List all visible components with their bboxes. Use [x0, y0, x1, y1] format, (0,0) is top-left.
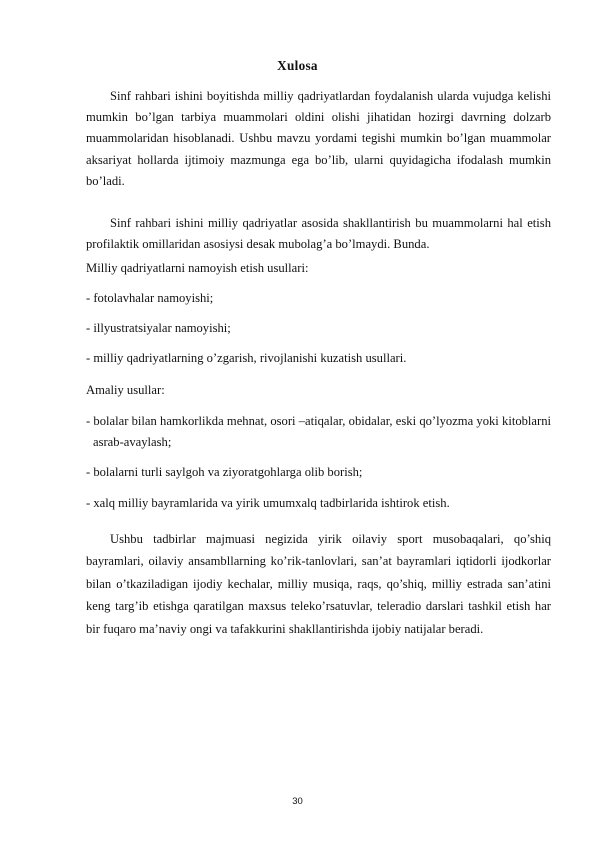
list-item: - bolalarni turli saylgoh va ziyoratgohlarga olib borish; — [86, 465, 363, 480]
list-item: - xalq milliy bayramlarida va yirik umumxalq tadbirlarida ishtirok etish. — [86, 495, 450, 510]
paragraph-2 — [86, 213, 551, 255]
list-item: - illyustratsiyalar namoyishi; — [86, 321, 231, 336]
paragraph-2-text: Sinf rahbari ishini milliy qadriyatlar asosida shakllantirish bu muammolarni hal etish profilaktik omillaridan asosiysi desak mubolag’a bo’lmaydi. Bunda. — [86, 216, 551, 252]
practical-list — [86, 411, 551, 514]
practical-heading — [86, 380, 551, 401]
list-item: - fotolavhalar namoyishi; — [86, 291, 214, 305]
page-number: 30 — [292, 796, 303, 807]
paragraph-3 — [86, 528, 551, 640]
page-title: Xulosa — [277, 58, 318, 73]
methods-list — [86, 288, 551, 370]
list-item: - milliy qadriyatlarning o’zgarish, rivojlanishi kuzatish usullari. — [86, 351, 407, 366]
paragraph-1 — [86, 86, 551, 192]
methods-heading-text: Milliy qadriyatlarni namoyish etish usullari: — [86, 261, 309, 275]
methods-heading — [86, 258, 551, 279]
paragraph-3-text: Ushbu tadbirlar majmuasi negizida yirik oilaviy sport musobaqalari, qo’shiq bayramlari, oilaviy ansambllarning ko’rik-tanlovlari, san’at bayramlari iqtidorli ijodkorlar bilan o’tkaziladigan ijodiy kechalar, milliy musiqa, raqs, qo’shiq, milliy estrada san’atini keng targ’ib etishga qaratilgan maxsus teleko’rsatuvlar, teleradio darslari tashkil etish har bir fuqaro ma’naviy ongi va tafakkurini shakllantirishda ijobiy natijalar beradi. — [86, 532, 551, 636]
paragraph-1-text: Sinf rahbari ishini boyitishda milliy qadriyatlardan foydalanish ularda vujudga kelishi mumkin bo’lgan tarbiya muammolari oldini olishi jihatidan hozirgi davrning dolzarb muammolaridan hisoblanadi. Ushbu mavzu yordami tegishi mumkin bo’lgan muammolar aksariyat hollarda ijtimoiy mazmunga ega bo’lib, ularni quyidagicha ifodalash mumkin bo’ladi. — [86, 89, 551, 188]
practical-heading-text: Amaliy usullar: — [86, 383, 165, 397]
list-item: - bolalar bilan hamkorlikda mehnat, osori –atiqalar, obidalar, eski qo’lyozma yoki kitoblarni asrab-avaylash; — [86, 414, 551, 450]
